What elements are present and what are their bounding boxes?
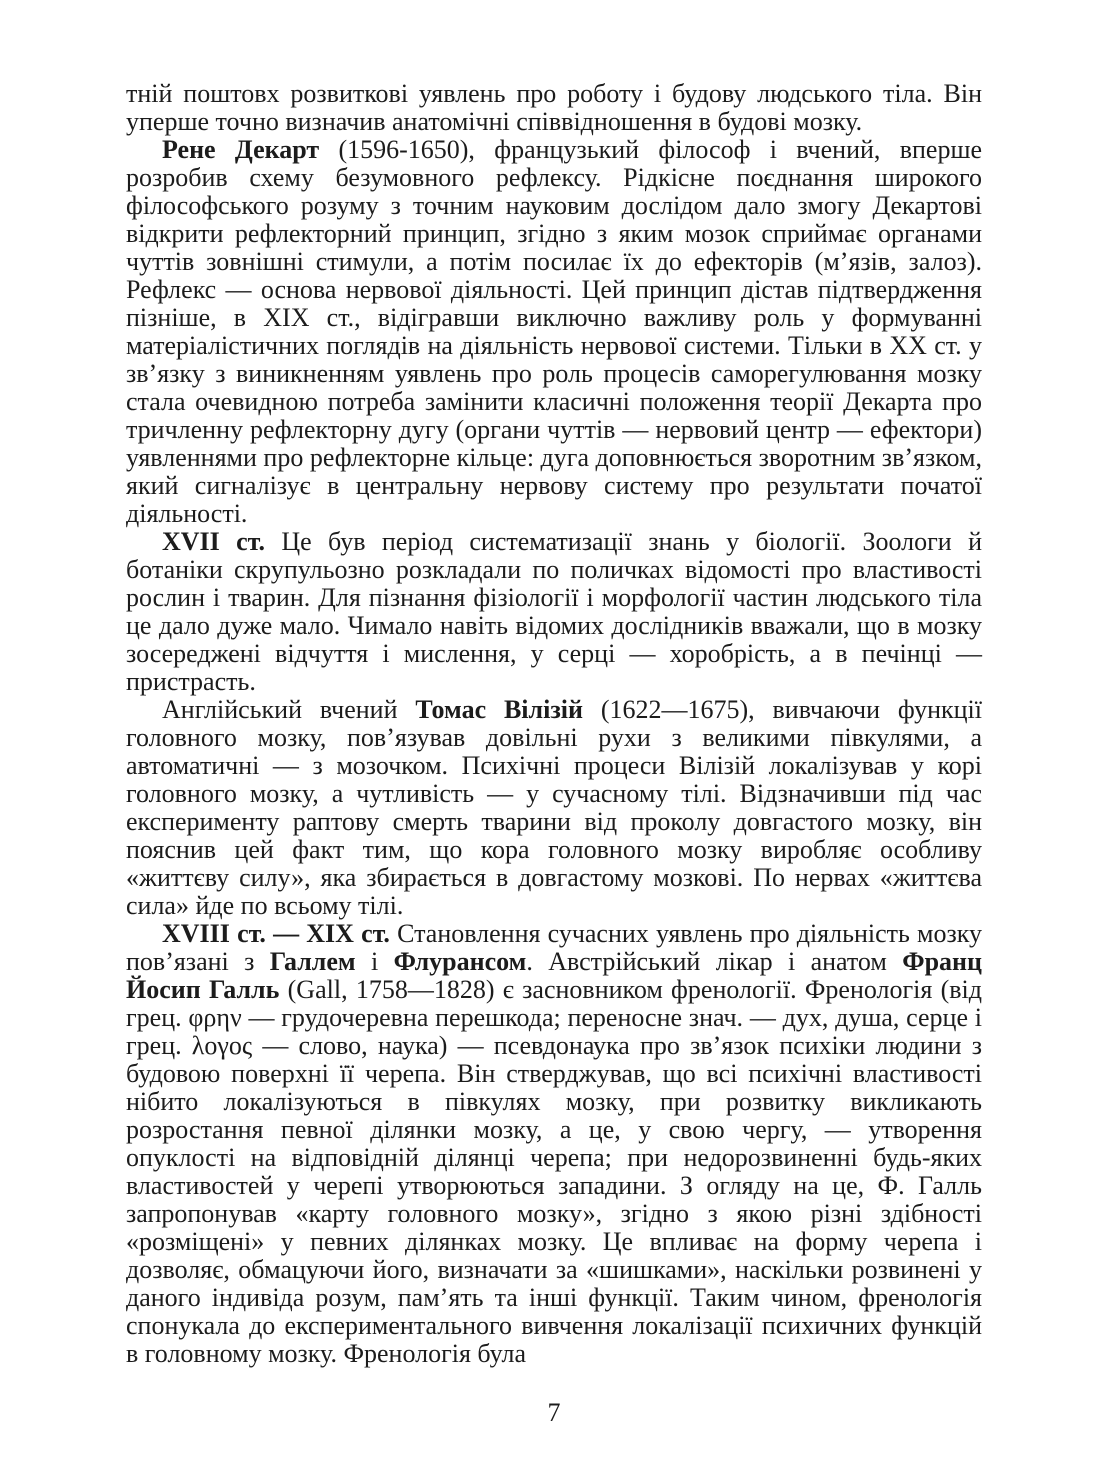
text-run: Становлення сучасних уявлень про діяльність мозку пов’язані з (126, 919, 983, 976)
bold-text-run: XVIII ст. — XIX ст. (162, 919, 390, 948)
text-run: (Gall, 1758—1828) є засновником френології. Френологія (від грец. φρην — грудочеревна перешкода; переносне знач. — дух, душа, серце і грец. λογος — слово, наука) — псевдонаука про зв’язок психіки людини з будовою поверхні її черепа. Він стверджував, що всі психічні властивості нібито локалізуються в півкулях мозку, при розвитку викликають розростання певної ділянки мозку, а це, у свою чергу, — утворення опуклості на відповідній ділянці черепа; при недорозвиненні будь-яких властивостей у черепі утворюються западини. З огляду на це, Ф. Галль запропонував «карту головного мозку», згідно з якою різні здібності «розміщені» у певних ділянках мозку. Це впливає на форму черепа і дозволяє, обмацуючи його, визначати за «шишками», наскільки розвинені у даного індивіда розум, пам’ять та інші функції. Таким чином, френологія спонукала до експериментального вивчення локалізації психичних функцій в головному мозку. Френологія була (126, 975, 982, 1368)
bold-text-run: Томас Вілізій (415, 695, 583, 724)
text-block (126, 80, 982, 1368)
text-run: Це був період систематизації знань у біології. Зоологи й ботаніки скрупульозно розкладали по поличках відомості про властивості рослин і тварин. Для пізнання фізіології і морфології частин людського тіла це дало дуже мало. Чимало навіть відомих дослідників вважали, що в мозку зосереджені відчуття і мислення, у серці — хоробрість, а в печінці — пристрасть. (126, 527, 982, 696)
paragraph (126, 696, 982, 920)
text-run: тній поштовх розвиткові уявлень про роботу і будову людського тіла. Він уперше точно визначив анатомічні співвідношення в будові мозку. (126, 79, 982, 136)
paragraph (126, 528, 982, 696)
bold-text-run: Галлем (269, 947, 356, 976)
paragraph (126, 136, 982, 528)
bold-text-run: Флурансом (393, 947, 527, 976)
page-footer (126, 1398, 982, 1428)
bold-text-run: Франц Йосип Галль (126, 947, 982, 1004)
paragraph (126, 80, 982, 136)
text-run: Англійський вчений (162, 695, 416, 724)
text-run: і (355, 947, 394, 976)
text-run: (1596-1650), французький філософ і вчений, вперше розробив схему безумовного рефлексу. Рідкісне поєднання широкого філософського розуму з точним науковим дослідом дало змогу Декартові відкрити рефлекторний принцип, згідно з яким мозок сприймає органами чуттів зовнішні стимули, а потім посилає їх до ефекторів (м’язів, залоз). Рефлекс — основа нервової діяльності. Цей принцип дістав підтвердження пізніше, в XIX ст., відігравши виключно важливу роль у формуванні матеріалістичних поглядів на діяльність нервової системи. Тільки в XX ст. у зв’язку з виникненням уявлень про роль процесів саморегулювання мозку стала очевидною потреба замінити класичні положення теорії Декарта про тричленну рефлекторну дугу (органи чуттів — нервовий центр — ефектори) уявленнями про рефлекторне кільце: дуга доповнюється зворотним зв’язком, який сигналізує в центральну нервову систему про результати початої діяльності. (126, 135, 983, 528)
bold-text-run: XVII ст. (162, 527, 265, 556)
page-number: 7 (547, 1398, 561, 1427)
text-run: . Австрійський лікар і анатом (526, 947, 903, 976)
text-run: (1622—1675), вивчаючи функції головного мозку, пов’язував довільні рухи з великими півкулями, а автоматичні — з мозочком. Психічні процеси Вілізій локалізував у корі головного мозку, а чутливість — у сучасному тілі. Відзначивши під час експерименту раптову смерть тварини від проколу довгастого мозку, він пояснив цей факт тим, що кора головного мозку виробляє особливу «життєву силу», яка збирається в довгастому мозкові. По нервах «життєва сила» йде по всьому тілі. (126, 695, 982, 920)
paragraph (126, 920, 982, 1368)
bold-text-run: Рене Декарт (162, 135, 320, 164)
